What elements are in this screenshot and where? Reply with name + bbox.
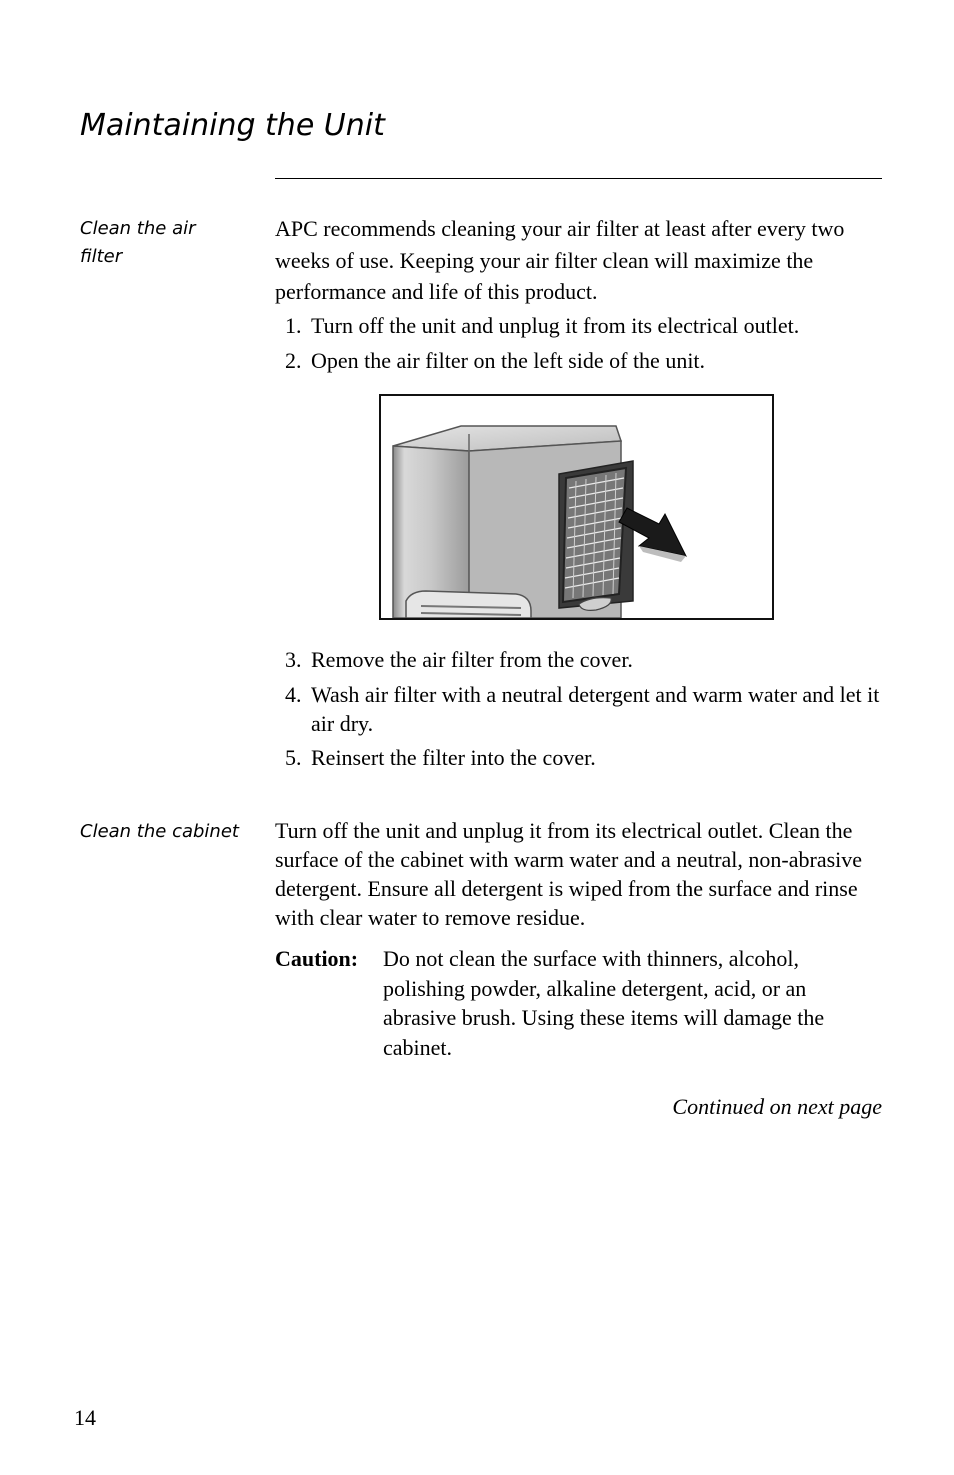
step-number: 2. (285, 348, 302, 373)
step-number: 1. (285, 312, 302, 338)
step-number: 5. (285, 744, 302, 770)
steps-list (275, 644, 885, 773)
step-item (275, 345, 885, 377)
continued-note: Continued on next page (672, 1094, 882, 1119)
section-heading-clean-air-filter: Clean the air filter (80, 218, 196, 267)
section-body-clean-cabinet (275, 816, 885, 932)
step-number: 3. (285, 647, 302, 672)
step-item (275, 680, 885, 738)
section-body-clean-air-filter (275, 213, 885, 377)
section-divider (275, 178, 882, 179)
step-text: Wash air filter with a neutral detergent and warm water and let it air dry. (311, 681, 880, 736)
caution-text: Do not clean the surface with thinners, alcohol, polishing powder, alkaline detergent, acid, or an abrasive brush. Using these items will damage the cabinet. (383, 946, 825, 1060)
step-text: Reinsert the filter into the cover. (311, 744, 596, 770)
step-text: Remove the air filter from the cover. (311, 647, 633, 672)
step-number: 4. (285, 681, 302, 707)
steps-continued (275, 644, 885, 773)
section-text: Turn off the unit and unplug it from its electrical outlet. Clean the surface of the cabinet with warm water and a neutral, non-abrasive detergent. Ensure all detergent is wiped from the surface and rinse with clear water to remove residue. (275, 818, 863, 930)
step-text: Turn off the unit and unplug it from its electrical outlet. (311, 312, 800, 338)
steps-list (275, 310, 885, 377)
section-intro: APC recommends cleaning your air filter at least after every two weeks of use. Keeping your air filter clean will maximize the performance and life of this product. (275, 216, 845, 304)
air-filter-illustration (379, 394, 774, 620)
step-item (275, 310, 885, 342)
section-heading-clean-cabinet: Clean the cabinet (80, 821, 239, 842)
step-item (275, 644, 885, 676)
step-item (275, 742, 885, 774)
page-number: 14 (74, 1405, 96, 1430)
page-title: Maintaining the Unit (80, 108, 385, 143)
caution-label: Caution: (275, 946, 359, 971)
step-text: Open the air filter on the left side of the unit. (311, 348, 706, 373)
